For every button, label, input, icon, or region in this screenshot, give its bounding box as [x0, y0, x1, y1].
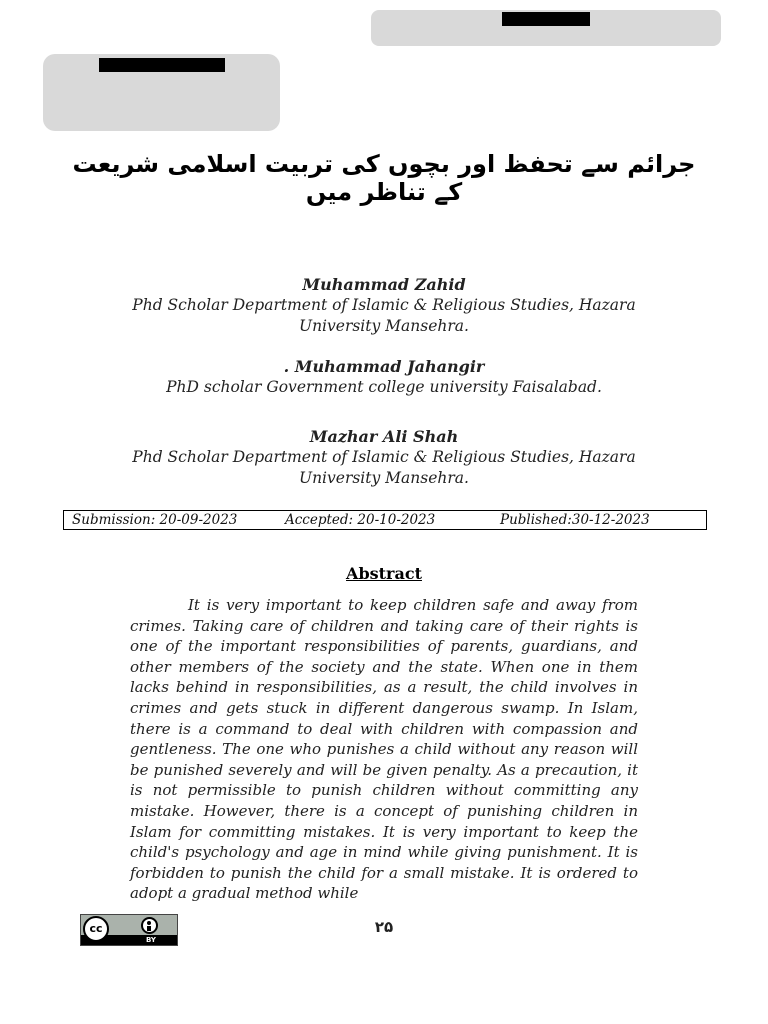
author-affiliation: Phd Scholar Department of Islamic & Religious Studies, Hazara University Mansehra. — [132, 448, 636, 487]
abstract-body: It is very important to keep children safe and away from crimes. Taking care of children and taking care of their rights is one of the important responsibilities of parents, guardians, and other members of the society and the state. When one in them lacks behind in responsibilities, as a result, the child involves in crimes and gets stuck in different dangerous swamp. In Islam, there is a command to deal with children with compassion and gentleness. The one who punishes a child without any reason will be punished severely and will be given penalty. As a precaution, it is not permissible to punish children without committing any mistake. However, there is a concept of punishing children in Islam for committing mistakes. It is very important to keep the child's psychology and age in mind while giving punishment. It is forbidden to punish the child for a small mistake. It is ordered to adopt a gradual method while — [130, 596, 638, 903]
author-affiliation: Phd Scholar Department of Islamic & Religious Studies, Hazara University Mansehra. — [132, 296, 636, 335]
submission-date: Submission: 20-09-2023 — [72, 512, 238, 528]
published-date: Published:30-12-2023 — [500, 512, 650, 528]
author-name: Mazhar Ali Shah — [309, 427, 459, 446]
author-name: . Muhammad Jahangir — [283, 357, 485, 376]
redacted-text — [99, 58, 225, 72]
creative-commons-icon: cc — [83, 916, 109, 942]
by-label: BY — [145, 936, 157, 944]
cc-by-license-badge[interactable] — [80, 914, 178, 946]
accepted-date: Accepted: 20-10-2023 — [285, 512, 436, 528]
author-block — [60, 426, 708, 489]
author-name: Muhammad Zahid — [302, 275, 466, 294]
author-affiliation: PhD scholar Government college university Faisalabad. — [166, 378, 602, 396]
author-block — [60, 274, 708, 337]
author-block — [60, 356, 708, 398]
header-box-right — [371, 10, 721, 46]
article-title: جرائم سے تحفظ اور بچوں کی تربیت اسلامی شریعت کے تناظر میں — [72, 150, 696, 206]
page-number: ۲۵ — [374, 918, 394, 936]
publication-dates — [63, 510, 707, 530]
redacted-text — [502, 12, 590, 26]
header-box-left — [43, 54, 280, 131]
attribution-person-icon — [141, 917, 158, 934]
abstract-heading: Abstract — [346, 564, 422, 583]
